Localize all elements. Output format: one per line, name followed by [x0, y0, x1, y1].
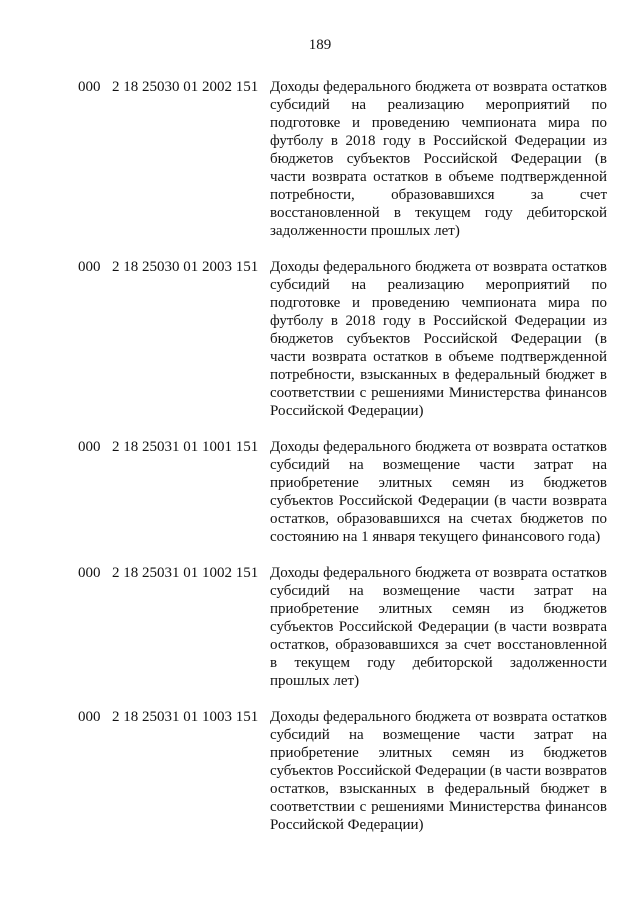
budget-classification-code: 2 18 25031 01 1003 151 [112, 709, 259, 725]
table-row [0, 258, 640, 420]
income-description: Доходы федерального бюджета от возврата остатков субсидий на возмещение части затрат на приобретение элитных семян из бюджетов субъектов Российской Федерации (в части возврата остатков, образовавшихся за счет восстановленной в текущем году дебиторской задолженности прошлых лет) [270, 565, 607, 689]
admin-code: 000 [78, 79, 101, 95]
budget-code-list [0, 78, 640, 852]
income-description: Доходы федерального бюджета от возврата остатков субсидий на возмещение части затрат на приобретение элитных семян из бюджетов субъектов Российской Федерации (в части возврата остатков, образовавшихся на счетах бюджетов по состоянию на 1 января текущего финансового года) [270, 439, 607, 545]
admin-code: 000 [78, 709, 101, 725]
budget-classification-code: 2 18 25030 01 2002 151 [112, 79, 259, 95]
admin-code: 000 [78, 565, 101, 581]
budget-classification-code: 2 18 25031 01 1002 151 [112, 565, 259, 581]
budget-classification-code: 2 18 25030 01 2003 151 [112, 259, 259, 275]
income-description: Доходы федерального бюджета от возврата остатков субсидий на реализацию мероприятий по подготовке и проведению чемпионата мира по футболу в 2018 году в Российской Федерации из бюджетов субъектов Российской Федерации (в части возврата остатков в объеме подтвержденной потребности, образовавшихся за счет восстановленной в текущем году дебиторской задолженности прошлых лет) [270, 79, 607, 239]
page-number: 189 [308, 37, 332, 53]
table-row [0, 438, 640, 546]
budget-classification-code: 2 18 25031 01 1001 151 [112, 439, 259, 455]
admin-code: 000 [78, 259, 101, 275]
table-row [0, 564, 640, 690]
table-row [0, 708, 640, 834]
income-description: Доходы федерального бюджета от возврата остатков субсидий на реализацию мероприятий по подготовке и проведению чемпионата мира по футболу в 2018 году в Российской Федерации из бюджетов субъектов Российской Федерации (в части возврата остатков в объеме подтвержденной потребности, взысканных в федеральный бюджет в соответствии с решениями Министерства финансов Российской Федерации) [270, 259, 607, 419]
table-row [0, 78, 640, 240]
income-description: Доходы федерального бюджета от возврата остатков субсидий на возмещение части затрат на приобретение элитных семян из бюджетов субъектов Российской Федерации (в части возвратов остатков, взысканных в федеральный бюджет в соответствии с решениями Министерства финансов Российской Федерации) [270, 709, 607, 833]
admin-code: 000 [78, 439, 101, 455]
